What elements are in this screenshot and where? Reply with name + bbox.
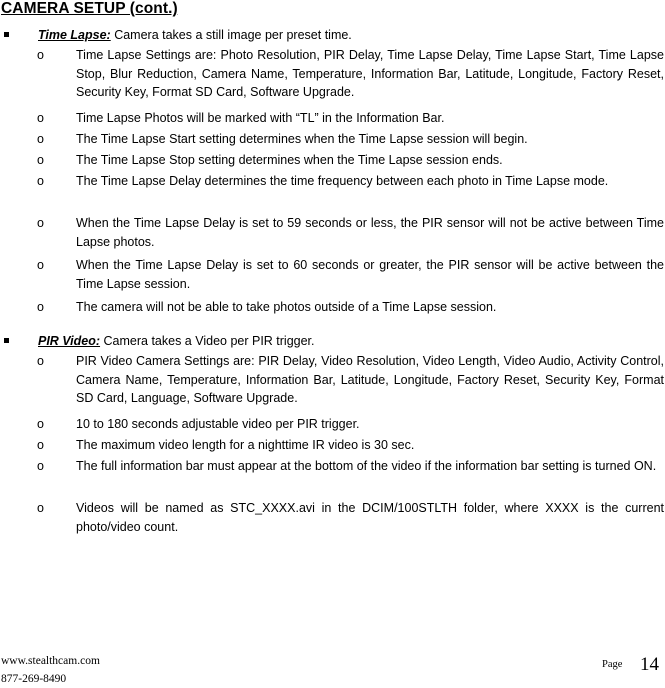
footer-website: www.stealthcam.com — [1, 655, 100, 667]
square-bullet-icon — [4, 338, 9, 343]
page-number: 14 — [640, 654, 659, 675]
circle-bullet-icon: o — [37, 354, 44, 368]
circle-bullet-icon: o — [37, 48, 44, 62]
circle-bullet-icon: o — [37, 417, 44, 431]
section-intro: Camera takes a Video per PIR trigger. — [100, 334, 315, 348]
circle-bullet-icon: o — [37, 111, 44, 125]
circle-bullet-icon: o — [37, 132, 44, 146]
section-label: PIR Video: — [38, 334, 101, 348]
circle-bullet-icon: o — [37, 216, 44, 230]
circle-bullet-icon: o — [37, 258, 44, 272]
section-intro: Camera takes a still image per preset time. — [110, 28, 352, 42]
circle-bullet-icon: o — [37, 300, 44, 314]
circle-bullet-icon: o — [37, 501, 44, 515]
circle-bullet-icon: o — [37, 438, 44, 452]
page-label: Page — [602, 659, 623, 670]
circle-bullet-icon: o — [37, 174, 44, 188]
square-bullet-icon — [4, 32, 9, 37]
page-title: CAMERA SETUP (cont.) — [1, 0, 178, 17]
section-label: Time Lapse: — [38, 28, 111, 42]
circle-bullet-icon: o — [37, 153, 44, 167]
circle-bullet-icon: o — [37, 459, 44, 473]
footer-phone: 877-269-8490 — [1, 673, 67, 685]
